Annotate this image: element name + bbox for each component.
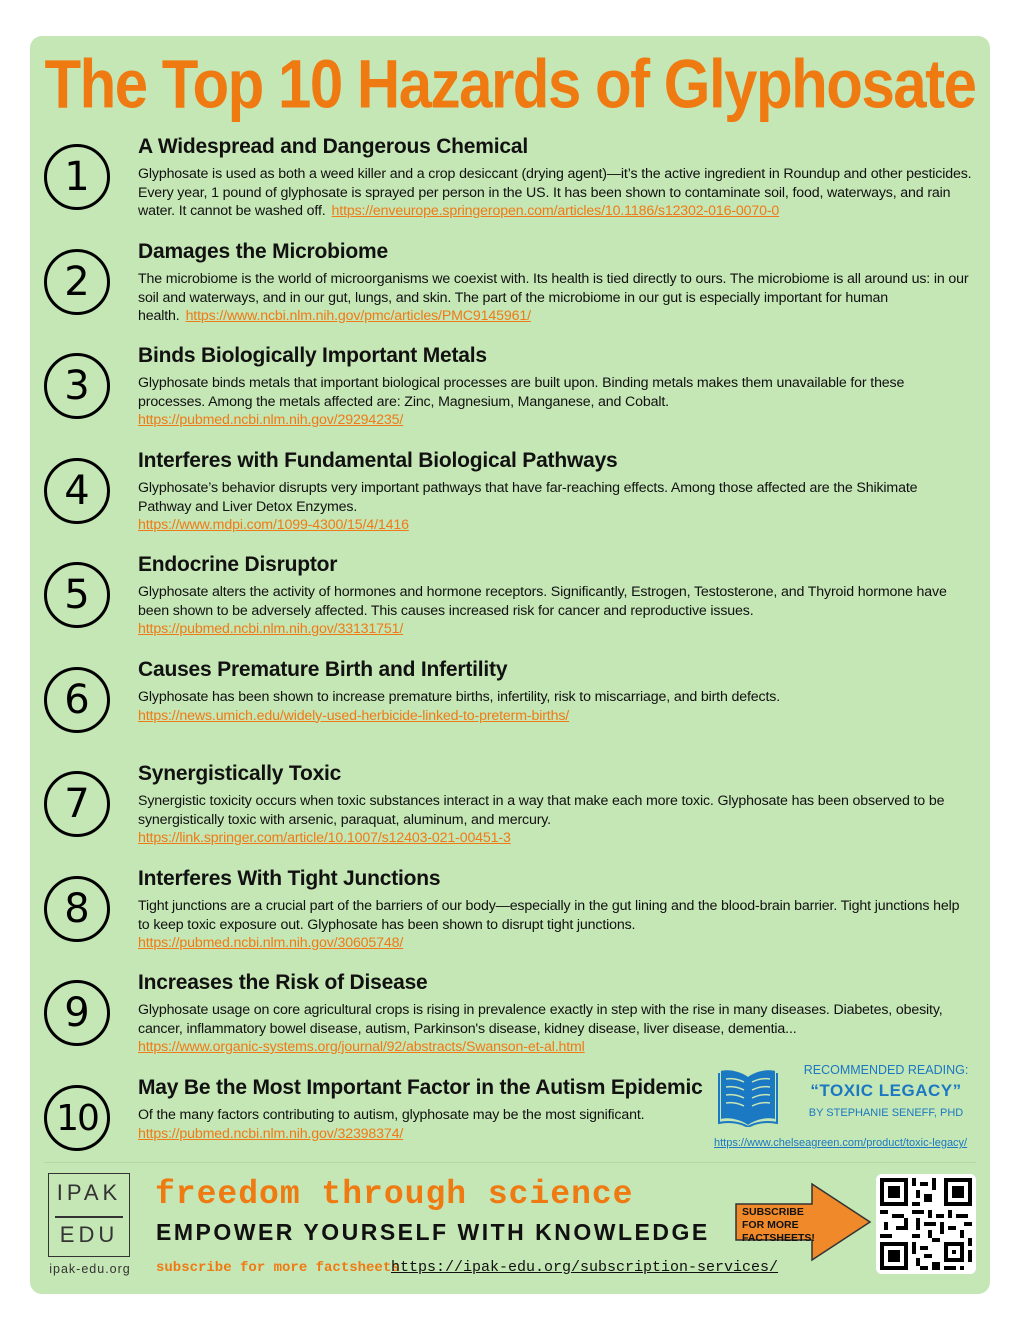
source-link[interactable]: https://www.organic-systems.org/journal/92/abstracts/Swanson-et-al.html (138, 1039, 585, 1055)
source-link[interactable]: https://pubmed.ncbi.nlm.nih.gov/32398374/ (138, 1125, 404, 1142)
hazard-body (138, 270, 974, 326)
hazard-text: Glyphosate alters the activity of hormones and hormone receptors. Significantly, Estrogen, Testosterone, and Thyroid hormone have been shown to be adversely affected. This causes increased risk for cancer and reproductive issues. (138, 584, 947, 619)
subscribe-link[interactable]: https://ipak-edu.org/subscription-services/ (391, 1259, 779, 1276)
number-badge: 1 (44, 144, 110, 210)
open-book-icon (718, 1063, 778, 1127)
source-link[interactable]: https://pubmed.ncbi.nlm.nih.gov/29294235/ (138, 412, 404, 428)
number-badge: 2 (44, 249, 110, 315)
hazard-body (138, 1001, 974, 1057)
number-badge: 10 (44, 1085, 110, 1151)
tagline: EMPOWER YOURSELF WITH KNOWLEDGE (156, 1219, 710, 1245)
footer-divider (44, 1162, 976, 1163)
hazard-text: Glyphosate has been shown to increase premature births, infertility, risk to miscarriage, and birth defects. (138, 689, 780, 705)
hazard-heading: Interferes With Tight Junctions (138, 867, 441, 890)
subscribe-text: subscribe for more factsheets (156, 1260, 400, 1276)
logo-text-bottom: EDU (59, 1222, 119, 1247)
logo-text-top: IPAK (56, 1180, 122, 1205)
hazard-text: Glyphosate binds metals that important biological processes are built upon. Binding metals makes them unavailable for these processes. Among the metals affected are: Zinc, Magnesium, Manganese, and Cobalt. (138, 375, 905, 410)
ipak-edu-logo[interactable] (48, 1173, 130, 1257)
hazard-heading: Interferes with Fundamental Biological Pathways (138, 449, 618, 472)
logo-url: ipak-edu.org (49, 1262, 131, 1276)
book-link[interactable]: https://www.chelseagreen.com/product/toxic-legacy/ (714, 1137, 968, 1149)
hazard-heading: Damages the Microbiome (138, 240, 388, 263)
source-link[interactable]: https://enveurope.springeropen.com/articles/10.1186/s12302-016-0070-0 (331, 203, 780, 219)
number-badge: 6 (44, 667, 110, 733)
number-badge: 7 (44, 771, 110, 837)
source-link[interactable]: https://pubmed.ncbi.nlm.nih.gov/30605748/ (138, 935, 404, 951)
hazard-body (138, 165, 974, 221)
hazard-body (138, 688, 974, 725)
hazard-text: The microbiome is the world of microorganisms we coexist with. Its health is tied directly to ours. The microbiome is all around us: in our soil and waterways, and in our gut, lungs, and skin. The part of the microbiome in our gut is especially important for human health. (138, 271, 969, 324)
hazard-heading: Binds Biologically Important Metals (138, 344, 487, 367)
hazard-body (138, 792, 974, 848)
hazard-body (138, 897, 974, 953)
hazard-text: Glyphosate is used as both a weed killer and a crop desiccant (drying agent)—it’s the active ingredient in Roundup and other pesticides. Every year, 1 pound of glyphosate is sprayed per person in the US. It has been shown to contaminate soil, food, waterways, and rain water. It cannot be washed off. (138, 166, 972, 219)
hazard-text: Synergistic toxicity occurs when toxic substances interact in a way that make each more toxic. Glyphosate has been observed to be synergistically toxic with arsenic, paraquat, aluminum, and mercury. (138, 793, 945, 828)
slogan: freedom through science (155, 1176, 634, 1213)
source-link[interactable]: https://link.springer.com/article/10.1007/s12403-021-00451-3 (138, 830, 511, 846)
number-badge: 8 (44, 876, 110, 942)
hazard-body (138, 583, 974, 639)
hazard-text: Tight junctions are a crucial part of the barriers of our body—especially in the gut lining and the blood-brain barrier. Tight junctions help to keep toxic exposure out. Glyphosate has been shown to disrupt tight junctions. (138, 898, 960, 933)
book-author: BY STEPHANIE SENEFF, PHD (808, 1107, 964, 1119)
hazard-body (138, 1106, 718, 1143)
qr-code-icon[interactable] (876, 1174, 976, 1274)
source-link[interactable]: https://pubmed.ncbi.nlm.nih.gov/33131751/ (138, 621, 404, 637)
number-badge: 4 (44, 458, 110, 524)
hazard-heading: Synergistically Toxic (138, 762, 342, 785)
hazard-text: Glyphosate usage on core agricultural crops is rising in prevalence exactly in step with the rise in many diseases. Diabetes, obesity, cancer, inflammatory bowel disease, autism, Parkinson's disease, kidney disease, liver disease, dementia... (138, 1002, 943, 1037)
hazard-heading: Increases the Risk of Disease (138, 971, 428, 994)
number-badge: 5 (44, 562, 110, 628)
number-badge: 9 (44, 980, 110, 1046)
page-title: The Top 10 Hazards of Glyphosate (44, 45, 976, 123)
source-link[interactable]: https://www.ncbi.nlm.nih.gov/pmc/articles/PMC9145961/ (185, 308, 531, 324)
hazard-body (138, 479, 974, 535)
logo-divider (55, 1216, 123, 1218)
hazard-text: Of the many factors contributing to autism, glyphosate may be the most significant. (138, 1107, 645, 1123)
number-badge: 3 (44, 353, 110, 419)
hazard-text: Glyphosate’s behavior disrupts very important pathways that have far-reaching effects. Among those affected are the Shikimate Pathway and Liver Detox Enzymes. (138, 480, 918, 515)
recommended-label: RECOMMENDED READING: (803, 1063, 969, 1077)
hazard-heading: Endocrine Disruptor (138, 553, 338, 576)
hazard-heading: May Be the Most Important Factor in the Autism Epidemic (138, 1076, 703, 1099)
source-link[interactable]: https://news.umich.edu/widely-used-herbicide-linked-to-preterm-births/ (138, 707, 570, 724)
hazard-heading: Causes Premature Birth and Infertility (138, 658, 508, 681)
book-title: “TOXIC LEGACY” (810, 1081, 962, 1100)
hazard-body (138, 374, 974, 430)
source-link[interactable]: https://www.mdpi.com/1099-4300/15/4/1416 (138, 517, 409, 533)
arrow-label: SUBSCRIBE FOR MORE FACTSHEETS! (742, 1206, 815, 1244)
hazard-heading: A Widespread and Dangerous Chemical (138, 135, 528, 158)
